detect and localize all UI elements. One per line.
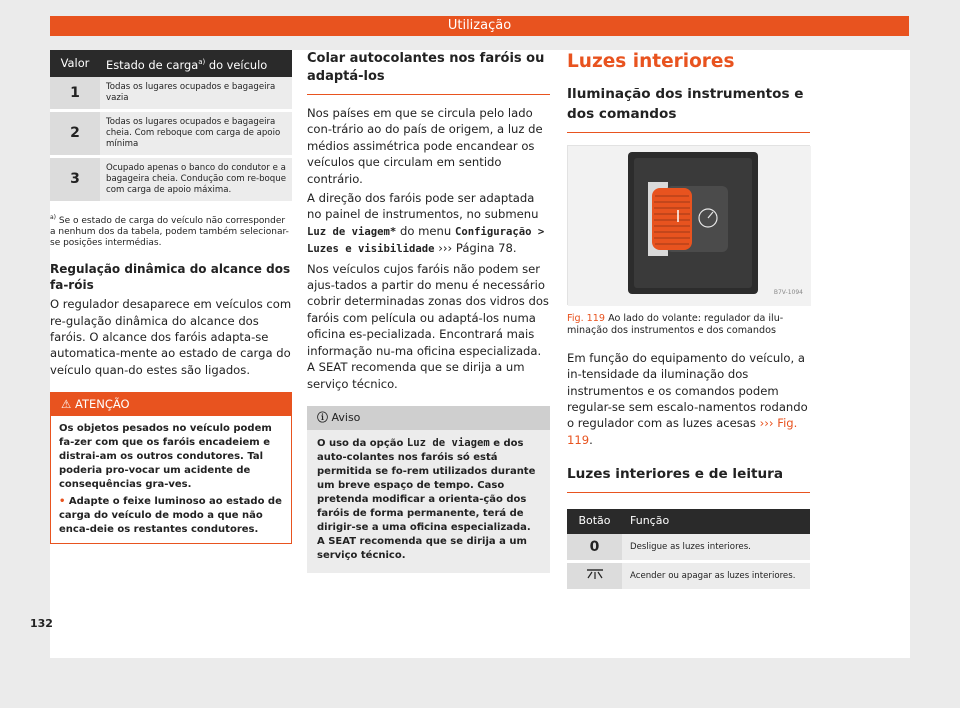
col-value-header: Valor bbox=[50, 50, 100, 77]
figure-link[interactable]: Fig. 119 bbox=[567, 416, 798, 447]
page-number: 132 bbox=[30, 617, 53, 630]
notice-title: ⓘ Aviso bbox=[307, 406, 550, 430]
load-state-table bbox=[50, 50, 292, 204]
warning-box bbox=[50, 392, 292, 543]
warning-text: Os objetos pesados no veículo podem fa-zer com que os faróis encadeiem e distrai-am os outros condutores. Tal poderia pro-vocar um acidente de consequências gra-ves. bbox=[59, 422, 272, 490]
table-row: 2 Todas os lugares ocupados e bagageira cheia. Com reboque com carga de apoio mínima bbox=[50, 111, 292, 157]
column-left bbox=[50, 50, 292, 544]
footnote: $^{a)}$ Se o estado de carga do veículo não corresponder a nenhum dos da tabela, podem também selecionar-se posições intermédias. bbox=[50, 214, 289, 249]
button-function-table bbox=[567, 509, 810, 592]
dynamic-leveling-title: Regulação dinâmica do alcance dos fa-róis bbox=[50, 262, 291, 293]
instrument-lighting-body: Em função do equipamento do veículo, a in-tensidade da iluminação dos instrumentos e os comandos podem regular-se sem escalo-namentos rodando o regulador com as luzes acesas ››› Fig. 119. bbox=[567, 350, 808, 447]
table-row: 1 Todas os lugares ocupados e bagageira vazia bbox=[50, 77, 292, 111]
notice-box bbox=[307, 406, 550, 573]
stickers-title: Colar autocolantes nos faróis ou adaptá-los bbox=[307, 50, 550, 95]
col-button-header: Botão bbox=[567, 509, 622, 533]
warning-title: ⚠ ATENÇÃO bbox=[51, 393, 291, 415]
figure-code: B7V-1094 bbox=[773, 288, 803, 296]
stickers-p1: Nos países em que se circula pelo lado con-trário ao do país de origem, a luz de médios assimétrica pode encandear os veículos que circulam em sentido contrário. bbox=[307, 106, 543, 186]
info-icon: ⓘ bbox=[317, 410, 328, 424]
stickers-p2: A direção dos faróis pode ser adaptada no painel de instrumentos, no submenu Luz de viagem* do menu Configuração > Luzes e visibilidade ››› Página 78. bbox=[307, 191, 545, 256]
table-row: 0 Desligue as luzes interiores. bbox=[567, 534, 810, 562]
stickers-p3: Nos veículos cujos faróis não podem ser ajus-tados a partir do menu é necessário cobrir determinadas zonas dos vidros dos faróis com película ou adaptá-los numa oficina es-pecializada. Encontrará mais informação nu-ma oficina especializada. A SEAT recomenda que se dirija a um serviço técnico. bbox=[307, 261, 549, 391]
page-header: Utilização bbox=[50, 16, 909, 36]
dynamic-leveling-body: O regulador desaparece em veículos com re-gulação dinâmica do alcance dos faróis. O alcance dos faróis adapta-se automatica-mente ao estado de carga do veículo quan-do estes são ligados. bbox=[50, 297, 292, 377]
reading-lights-title: Luzes interiores e de leitura bbox=[567, 464, 810, 493]
dimmer-illustration bbox=[568, 146, 811, 306]
page-78-link[interactable]: Página 78 bbox=[455, 241, 513, 256]
table-row: 3 Ocupado apenas o banco do condutor e a bagageira cheia. Condução com re-boque com carga de apoio máxima. bbox=[50, 157, 292, 203]
figure-caption: Fig. 119 Ao lado do volante: regulador da ilu-minação dos instrumentos e dos comandos bbox=[567, 313, 784, 337]
col-function-header: Função bbox=[622, 509, 810, 533]
interior-light-icon bbox=[585, 568, 605, 580]
column-right bbox=[567, 50, 810, 592]
instrument-lighting-subtitle: Iluminação dos instrumentos e dos comandos bbox=[567, 84, 810, 133]
col-state-header: Estado de carga$^{a)}$ do veículo bbox=[100, 50, 292, 77]
warning-bullet: • Adapte o feixe luminoso ao estado de carga do veículo de modo a que não enca-deie os restantes condutores. bbox=[59, 495, 282, 535]
dimmer-figure bbox=[567, 145, 810, 305]
warning-icon: ⚠ bbox=[61, 397, 72, 412]
table-row: Acender ou apagar as luzes interiores. bbox=[567, 562, 810, 591]
interior-lights-title: Luzes interiores bbox=[567, 51, 735, 72]
column-middle bbox=[307, 50, 550, 573]
notice-body: O uso da opção Luz de viagem e dos auto-colantes nos faróis só está permitida se fo-rem utilizados durante um breve espaço de tempo. Caso pretenda modificar a orienta-ção dos faróis de forma permanente, terá de dirigir-se a uma oficina especializada. A SEAT recomenda que se dirija a um serviço técnico. bbox=[317, 437, 536, 562]
